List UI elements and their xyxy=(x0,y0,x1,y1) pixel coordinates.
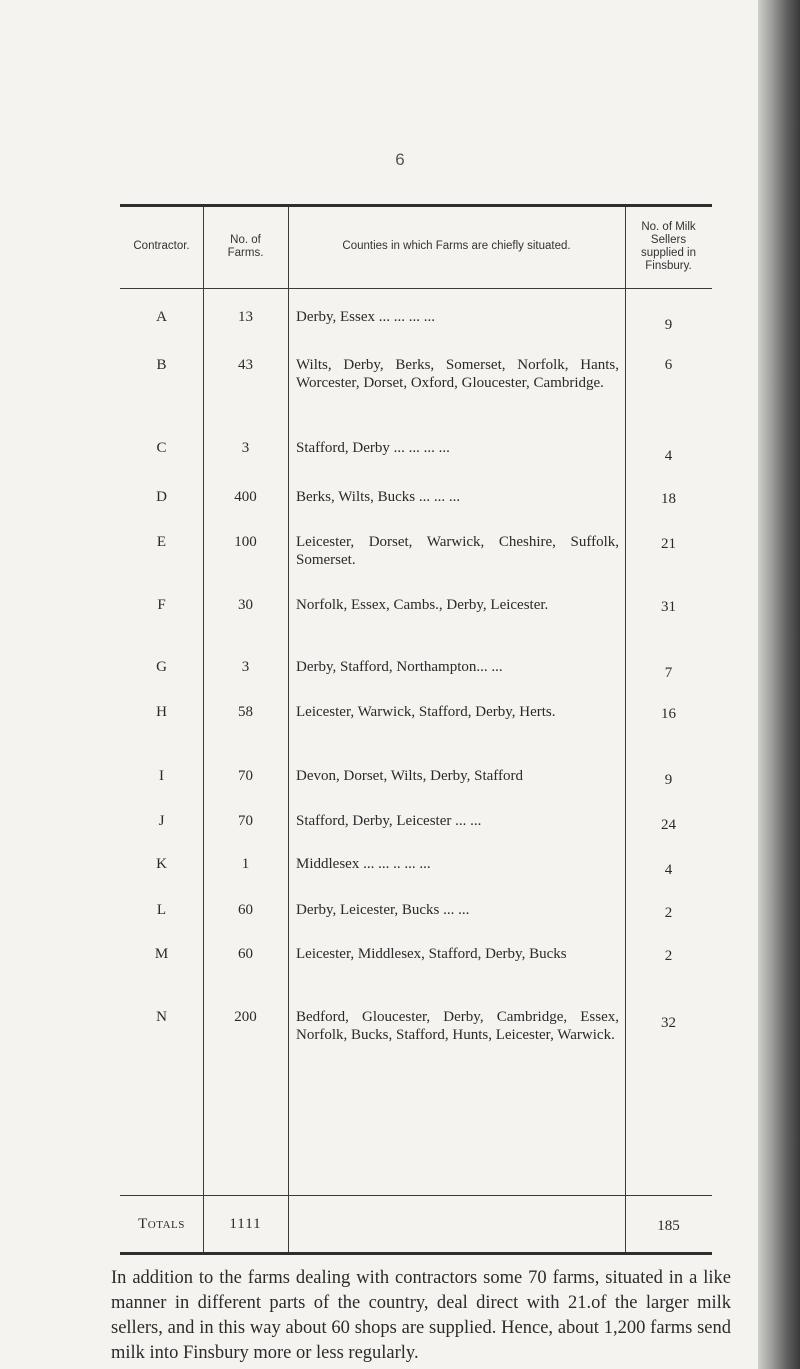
farms-cell: 200 xyxy=(234,1009,257,1025)
counties-cell xyxy=(288,945,625,963)
farms-cell: 30 xyxy=(238,597,253,613)
contractor-cell: D xyxy=(156,489,167,505)
counties-cell xyxy=(288,767,625,785)
page-edge-shadow xyxy=(758,0,800,1369)
sellers-cell: 9 xyxy=(664,317,673,333)
sellers-cell: 7 xyxy=(664,665,673,681)
contractor-cell: E xyxy=(156,534,167,550)
counties-cell xyxy=(288,703,625,721)
totals-divider xyxy=(120,1195,712,1196)
counties-text: Middlesex ... ... .. ... ... xyxy=(296,856,431,872)
sellers-cell: 21 xyxy=(661,536,676,552)
farms-cell: 58 xyxy=(238,704,253,720)
sellers-cell: 2 xyxy=(664,905,673,921)
header-contractor: Contractor. xyxy=(133,240,190,253)
farms-cell: 70 xyxy=(238,768,253,784)
milk-supply-table xyxy=(120,204,712,1255)
counties-cell xyxy=(288,901,625,919)
counties-cell xyxy=(288,596,625,614)
counties-cell xyxy=(288,439,625,457)
counties-text: Bedford, Gloucester, Derby, Cambridge, Essex, Norfolk, Bucks, Stafford, Hunts, Leicester, Warwick. xyxy=(296,1009,619,1043)
totals-farms: 1111 xyxy=(229,1216,262,1232)
counties-cell xyxy=(288,488,625,506)
counties-text: Leicester, Warwick, Stafford, Derby, Herts. xyxy=(296,704,556,720)
body-paragraph: In addition to the farms dealing with contractors some 70 farms, situated in a like manner in different parts of the country, deal direct with 21.of the larger milk sellers, and in this way about 60 shops are supplied. Hence, about 1,200 farms send milk into Finsbury more or less regularly. xyxy=(111,1268,731,1363)
contractor-cell: F xyxy=(157,597,166,613)
counties-text: Leicester, Dorset, Warwick, Cheshire, Suffolk, Somerset. xyxy=(296,534,619,568)
page-number: 6 xyxy=(395,150,405,169)
sellers-cell: 2 xyxy=(664,948,673,964)
sellers-cell: 32 xyxy=(661,1015,676,1031)
counties-text: Derby, Stafford, Northampton... ... xyxy=(296,659,503,675)
contractor-cell: N xyxy=(156,1009,167,1025)
contractor-cell: J xyxy=(158,813,165,829)
farms-cell: 400 xyxy=(234,489,257,505)
sellers-cell: 4 xyxy=(664,862,673,878)
contractor-cell: A xyxy=(156,309,167,325)
farms-cell: 3 xyxy=(241,659,250,675)
counties-cell xyxy=(288,855,625,873)
contractor-cell: B xyxy=(156,357,167,373)
counties-cell xyxy=(288,812,625,830)
farms-cell: 43 xyxy=(238,357,253,373)
counties-cell xyxy=(288,1008,625,1044)
farms-cell: 100 xyxy=(234,534,257,550)
contractor-cell: C xyxy=(156,440,167,456)
header-farms: No. of Farms. xyxy=(227,233,264,259)
farms-cell: 13 xyxy=(238,309,253,325)
counties-text: Stafford, Derby, Leicester ... ... xyxy=(296,813,482,829)
sellers-cell: 31 xyxy=(661,599,676,615)
sellers-cell: 4 xyxy=(664,448,673,464)
counties-text: Derby, Essex ... ... ... ... xyxy=(296,309,436,325)
sellers-cell: 16 xyxy=(661,706,676,722)
counties-text: Wilts, Derby, Berks, Somerset, Norfolk, Hants, Worcester, Dorset, Oxford, Gloucester, Cambridge. xyxy=(296,357,619,391)
counties-cell xyxy=(288,356,625,392)
sellers-cell: 6 xyxy=(664,357,673,373)
sellers-cell: 9 xyxy=(664,772,673,788)
totals-label: Totals xyxy=(138,1216,185,1232)
contractor-cell: I xyxy=(159,768,164,784)
counties-text: Norfolk, Essex, Cambs., Derby, Leicester. xyxy=(296,597,549,613)
header-divider xyxy=(120,288,712,289)
counties-text: Derby, Leicester, Bucks ... ... xyxy=(296,902,470,918)
farms-cell: 1 xyxy=(241,856,250,872)
counties-text: Leicester, Middlesex, Stafford, Derby, Bucks xyxy=(296,946,567,962)
counties-cell xyxy=(288,533,625,569)
farms-cell: 60 xyxy=(238,902,253,918)
counties-cell xyxy=(288,658,625,676)
farms-cell: 70 xyxy=(238,813,253,829)
counties-text: Berks, Wilts, Bucks ... ... ... xyxy=(296,489,461,505)
contractor-cell: M xyxy=(154,946,169,962)
contractor-cell: L xyxy=(156,902,167,918)
header-milk-sellers: No. of Milk Sellers supplied in Finsbury. xyxy=(641,220,696,273)
sellers-cell: 24 xyxy=(661,817,676,833)
counties-text: Stafford, Derby ... ... ... ... xyxy=(296,440,450,456)
counties-text: Devon, Dorset, Wilts, Derby, Stafford xyxy=(296,768,523,784)
sellers-cell: 18 xyxy=(661,491,676,507)
contractor-cell: G xyxy=(156,659,167,675)
contractor-cell: H xyxy=(156,704,167,720)
counties-cell xyxy=(288,308,625,326)
farms-cell: 3 xyxy=(241,440,250,456)
farms-cell: 60 xyxy=(238,946,253,962)
contractor-cell: K xyxy=(156,856,167,872)
totals-sellers: 185 xyxy=(657,1218,680,1234)
header-counties: Counties in which Farms are chiefly situated. xyxy=(342,240,571,253)
